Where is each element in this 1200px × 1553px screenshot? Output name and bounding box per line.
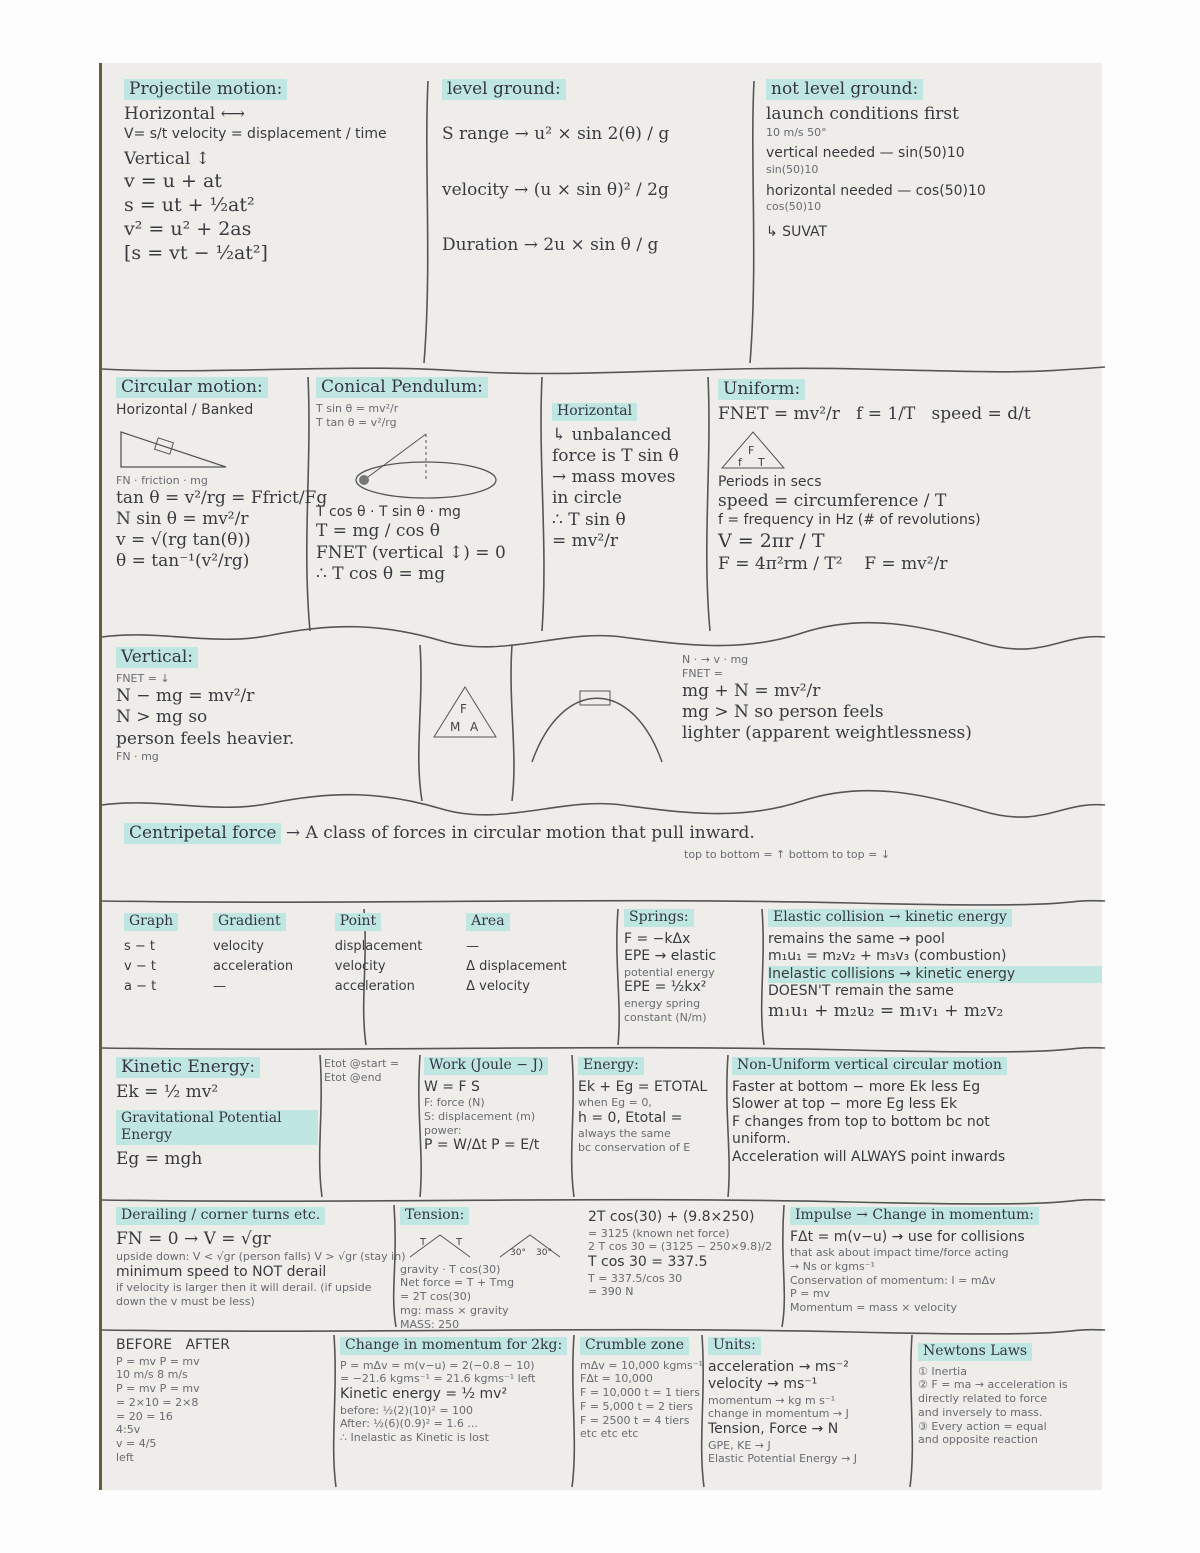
change-line-4: before: ½(2)(10)² = 100 xyxy=(340,1403,474,1417)
nonuniform-line-2: Slower at top − more Eg less Ek xyxy=(732,1096,958,1112)
energy-title: Energy: xyxy=(578,1057,644,1075)
graph-cell: v − t xyxy=(124,958,156,974)
vertical-fnet: FNET = ↓ xyxy=(116,672,170,686)
banked-track-sketch xyxy=(116,422,236,472)
launch-angle: 10 m/s 50° xyxy=(766,125,827,139)
springs-line-1: F = −kΔx xyxy=(624,930,691,947)
table-row xyxy=(116,937,606,957)
hill-v: → v xyxy=(700,653,720,666)
graph-cell: a − t xyxy=(124,979,157,994)
notes-sheet xyxy=(99,63,1102,1490)
derailing-title: Derailing / corner turns etc. xyxy=(116,1207,325,1225)
tension-tcos2: = 2T cos(30) xyxy=(400,1290,472,1303)
tension-net: Net force = T + Tmg xyxy=(400,1276,515,1290)
units-line-4: change in momentum → J xyxy=(708,1407,849,1421)
vertical-fn: FN xyxy=(116,749,131,763)
calc-line-3: 2 T cos 30 = (3125 − 250×9.8)/2 xyxy=(588,1240,773,1254)
range-formula: S range → u² × sin 2(θ) / g xyxy=(442,124,670,145)
units-line-1: acceleration → ms⁻² xyxy=(708,1358,849,1375)
tension-sketch xyxy=(400,1231,570,1261)
banked-eq-1: tan θ = v²/rg = Ffrict/Fg xyxy=(116,487,328,508)
impulse-line-3: → Ns or kgms⁻¹ xyxy=(790,1259,875,1273)
newtons-line-3: directly related to force xyxy=(918,1392,1048,1405)
table-row xyxy=(116,977,606,997)
change-line-1: P = mΔv = m(v−u) = 2(−0.8 − 10) xyxy=(340,1358,535,1372)
derailing-eq: FN = 0 → V = √gr xyxy=(116,1228,271,1249)
gradient-cell: — xyxy=(212,979,226,994)
work-line-3: S: displacement (m) xyxy=(424,1109,536,1123)
uniform-top-row xyxy=(718,404,1102,425)
springs-line-3: potential energy xyxy=(624,965,715,979)
springs-line-6: constant (N/m) xyxy=(624,1010,707,1024)
banked-eq-2: N sin θ = mv²/r xyxy=(116,508,249,529)
triangle-f: F xyxy=(748,443,755,457)
tension-section xyxy=(400,1207,580,1331)
impulse-line-5: P = mv xyxy=(790,1287,831,1301)
uniform-title: Uniform: xyxy=(718,379,805,400)
banked-eq-3: v = √(rg tan(θ)) xyxy=(116,530,251,550)
triangle-t: T xyxy=(758,455,765,469)
work-line-2: F: force (N) xyxy=(424,1096,485,1109)
springs-line-5: energy spring xyxy=(624,996,701,1010)
impulse-title: Impulse → Change in momentum: xyxy=(790,1207,1039,1225)
units-line-6: GPE, KE → J xyxy=(708,1438,771,1452)
crumble-title: Crumble zone xyxy=(580,1337,689,1355)
duration-formula: Duration → 2u × sin θ / g xyxy=(442,234,659,255)
conical-title: Conical Pendulum: xyxy=(316,377,488,398)
ftt-triangle xyxy=(718,428,788,472)
collision-line-2: m₁u₁ = m₂v₂ + m₃v₃ (combustion) xyxy=(768,948,1007,964)
horizontal-line-3: → mass moves xyxy=(552,467,676,487)
hill-n: N xyxy=(682,653,691,666)
work-line-5: P = W/Δt P = E/t xyxy=(424,1137,540,1154)
hill-fnet: FNET = xyxy=(682,666,723,680)
units-title: Units: xyxy=(708,1337,761,1355)
collision-line-5: m₁u₁ + m₂u₂ = m₁v₁ + m₂v₂ xyxy=(768,1000,1004,1021)
impulse-line-6: Momentum = mass × velocity xyxy=(790,1301,958,1314)
friction-text: friction xyxy=(141,473,180,487)
before-after-line-5: = 20 = 16 xyxy=(116,1409,173,1423)
fma-m: M xyxy=(450,720,461,734)
centripetal-note: top to bottom = ↑ bottom to top = ↓ xyxy=(684,848,891,862)
horizontal-line-5: ∴ T sin θ xyxy=(552,509,626,530)
hill-mg: mg xyxy=(730,653,749,666)
newtons-line-5: ③ Every action = equal xyxy=(918,1419,1047,1433)
before-after-line-4: = 2×10 = 2×8 xyxy=(116,1395,199,1409)
change-line-2: = −21.6 kgms⁻¹ = 21.6 kgms⁻¹ left xyxy=(340,1372,536,1386)
crumble-line-4: F = 5,000 t = 2 tiers xyxy=(580,1399,693,1413)
hill-section xyxy=(522,647,1102,799)
uniform-speed-circ: speed = circumference / T xyxy=(718,491,947,511)
before-after-line-2: 10 m/s 8 m/s xyxy=(116,1368,188,1382)
tension-mg: mg: mass × gravity xyxy=(400,1303,509,1317)
not-level-ground-section xyxy=(766,79,1102,367)
area-cell: Δ displacement xyxy=(466,958,567,974)
circular-title: Circular motion: xyxy=(116,377,268,398)
impulse-line-4: Conservation of momentum: I = mΔv xyxy=(790,1273,996,1287)
units-line-3: momentum → kg m s⁻¹ xyxy=(708,1393,836,1407)
centripetal-section xyxy=(124,823,1094,897)
not-level-title: not level ground: xyxy=(766,79,923,100)
calc-line-4: T cos 30 = 337.5 xyxy=(588,1254,708,1270)
kinetic-eq: Ek = ½ mv² xyxy=(116,1082,219,1103)
before-after-line-1: P = mv P = mv xyxy=(116,1354,200,1368)
horizontal-equation: V= s/t velocity = displacement / time xyxy=(124,125,387,142)
gradient-cell: acceleration xyxy=(212,958,294,974)
uniform-f: f = 1/T xyxy=(856,404,916,425)
before-after-section xyxy=(116,1337,330,1487)
etot-text: Etot @start = Etot @end xyxy=(324,1057,400,1084)
units-line-7: Elastic Potential Energy → J xyxy=(708,1452,858,1466)
newtons-section xyxy=(918,1343,1102,1487)
conical-tan: T tan θ = v²/rg xyxy=(316,416,397,429)
fn-text: FN xyxy=(116,473,131,487)
before-after-line-6: 4:5v xyxy=(116,1423,141,1437)
before-after-line-7: v = 4/5 xyxy=(116,1437,157,1450)
uniform-f-bottom xyxy=(718,554,1102,575)
derailing-note: if velocity is larger then it will derail. (if upside down the v must be less) xyxy=(116,1281,372,1308)
mg-label: mg xyxy=(438,503,461,520)
derailing-section xyxy=(116,1207,406,1327)
graph-cell: s − t xyxy=(124,938,156,954)
work-section xyxy=(424,1057,570,1197)
suvat-eq-1: v = u + at xyxy=(124,170,222,193)
horizontal-line-4: in circle xyxy=(552,488,622,509)
units-section xyxy=(708,1337,908,1487)
table-row xyxy=(116,957,606,977)
calc-line-2: = 3125 (known net force) xyxy=(588,1226,730,1240)
suvat-eq-3: v² = u² + 2as xyxy=(124,217,252,240)
horizontal-label: Horizontal ⟷ xyxy=(124,104,245,125)
tsin-text: T sin θ xyxy=(378,503,426,520)
horizontal-line-1: ↳ unbalanced xyxy=(552,424,672,445)
uniform-speed: speed = d/t xyxy=(931,404,1031,425)
horizontal-value-1: cos(50)10 xyxy=(915,182,986,199)
conical-pendulum-section xyxy=(316,377,538,631)
change-line-6: ∴ Inelastic as Kinetic is lost xyxy=(340,1431,489,1444)
newtons-line-2: ② F = ma → acceleration is xyxy=(918,1378,1068,1392)
calc-line-1: 2T cos(30) + (9.8×250) xyxy=(588,1209,755,1225)
nonuniform-line-3: F changes from top to bottom bc not xyxy=(732,1113,990,1130)
uniform-section xyxy=(718,379,1102,633)
vertical-label: Vertical ↕ xyxy=(124,149,210,169)
level-ground-section xyxy=(442,79,748,367)
impulse-line-2: that ask about impact time/force acting xyxy=(790,1246,1009,1259)
work-title: Work (Joule − J) xyxy=(424,1057,548,1075)
before-after-line-8: left xyxy=(116,1450,134,1464)
tension-angle-2: 30° xyxy=(536,1247,552,1258)
crumble-line-6: etc etc etc xyxy=(580,1427,639,1441)
conical-tcos: T cos θ · T sin θ · mg xyxy=(316,503,461,520)
graph-header-row xyxy=(116,911,606,937)
crumble-line-3: F = 10,000 t = 1 tiers xyxy=(580,1386,700,1399)
vertical-mg: mg xyxy=(141,749,159,763)
level-ground-title: level ground: xyxy=(442,79,566,100)
uniform-v: V = 2πr / T xyxy=(718,529,825,552)
centripetal-title: Centripetal force xyxy=(124,823,281,844)
uniform-frequency: f = frequency in Hz (# of revolutions) xyxy=(718,512,981,529)
suvat-eq-2: s = ut + ½at² xyxy=(124,194,255,216)
graph-table xyxy=(116,911,616,1045)
nonuniform-title: Non-Uniform vertical circular motion xyxy=(732,1057,1007,1075)
calc-line-6: = 390 N xyxy=(588,1285,634,1299)
gpe-title: Gravitational Potential Energy xyxy=(116,1110,318,1145)
tension-gravity-label: gravity xyxy=(400,1262,439,1276)
change-line-3: Kinetic energy = ½ mv² xyxy=(340,1386,508,1402)
nonuniform-line-1: Faster at bottom − more Ek less Eg xyxy=(732,1078,981,1095)
energy-line-1: Ek + Eg = ETOTAL xyxy=(578,1078,708,1095)
fma-triangle xyxy=(430,683,508,763)
change-section xyxy=(340,1337,570,1487)
calc-line-5: T = 337.5/cos 30 xyxy=(588,1271,683,1285)
projectile-title: Projectile motion: xyxy=(124,79,287,100)
energy-line-3: h = 0, Etotal = xyxy=(578,1109,683,1126)
uniform-periods: Periods in secs xyxy=(718,473,822,490)
before-after-line-3: P = mv P = mv xyxy=(116,1382,200,1395)
hill-eq: mg + N = mv²/r xyxy=(682,680,821,701)
gradient-cell: velocity xyxy=(212,938,264,954)
suvat-eq-4: [s = vt − ½at²] xyxy=(124,241,268,264)
derailing-min: minimum speed to NOT derail xyxy=(116,1263,327,1280)
horizontal-value-2: cos(50)10 xyxy=(766,200,822,213)
crumble-section xyxy=(580,1337,703,1487)
suvat-note: ↳ SUVAT xyxy=(766,223,828,240)
vertical-section xyxy=(116,647,416,799)
fma-triangle-icon xyxy=(430,683,500,743)
horizontal-line-6: = mv²/r xyxy=(552,530,619,551)
collision-title: Elastic collision → kinetic energy xyxy=(768,909,1012,927)
fma-f: F xyxy=(460,702,467,716)
vertical-value-2: sin(50)10 xyxy=(766,162,819,176)
point-header: Point xyxy=(335,913,381,931)
conical-t-equation: T = mg / cos θ xyxy=(316,521,441,542)
tension-mass: MASS: 250 xyxy=(400,1317,460,1331)
vertical-cmp: N > mg so xyxy=(116,707,208,728)
tension-t1: T xyxy=(420,1236,427,1248)
derailing-upside: upside down: V < √gr (person falls) V > √gr (stay in) xyxy=(116,1249,406,1263)
vertical-eq: N − mg = mv²/r xyxy=(116,686,255,706)
circular-subtitle: Horizontal / Banked xyxy=(116,402,254,419)
point-cell: displacement xyxy=(334,938,423,954)
fma-a: A xyxy=(470,720,479,734)
tension-gravity: gravity · T cos(30) xyxy=(400,1262,501,1276)
change-line-5: After: ½(6)(0.9)² = 1.6 ... xyxy=(340,1417,478,1431)
horizontal-section xyxy=(552,403,704,631)
vertical-title: Vertical: xyxy=(116,647,198,668)
nonuniform-section xyxy=(732,1057,1102,1197)
tension-calculation xyxy=(588,1209,778,1327)
graph-header: Graph xyxy=(124,913,178,931)
horizontal-needed-label: horizontal needed xyxy=(766,182,893,199)
vertical-needed-label: vertical needed xyxy=(766,145,876,162)
uniform-fnet: FNET = mv²/r xyxy=(718,404,840,425)
hill-cmp: mg > N so person feels xyxy=(682,701,884,722)
collision-line-1: remains the same → pool xyxy=(768,930,945,947)
horizontal-needed: horizontal needed — cos(50)10 xyxy=(766,182,986,199)
units-line-5: Tension, Force → N xyxy=(708,1421,839,1437)
horizontal-line-2: force is T sin θ xyxy=(552,445,679,466)
gpe-eq: Eg = mgh xyxy=(116,1148,203,1169)
tension-angle-1: 30° xyxy=(510,1247,526,1258)
vertical-value-1: sin(50)10 xyxy=(898,145,965,162)
springs-title: Springs: xyxy=(624,909,694,927)
impulse-section xyxy=(790,1207,1102,1327)
energy-line-4: always the same xyxy=(578,1127,671,1141)
units-line-2: velocity → ms⁻¹ xyxy=(708,1376,818,1392)
conical-pendulum-sketch xyxy=(316,432,516,502)
springs-line-2: EPE → elastic xyxy=(624,948,717,964)
hill-labels: N · → v · mg xyxy=(682,653,749,666)
fn-label: FN · friction · mg xyxy=(116,473,208,487)
impulse-line-1: FΔt = m(v−u) → use for collisions xyxy=(790,1228,1025,1245)
area-header: Area xyxy=(466,913,509,931)
newtons-line-4: and inversely to mass. xyxy=(918,1405,1043,1419)
conical-tsin: T sin θ = mv²/r xyxy=(316,402,399,416)
energy-line-5: bc conservation of E xyxy=(578,1141,691,1154)
point-cell: velocity xyxy=(334,958,386,974)
crumble-line-1: mΔv = 10,000 kgms⁻¹ xyxy=(580,1358,703,1372)
hill-note: lighter (apparent weightlessness) xyxy=(682,723,972,743)
kinetic-title: Kinetic Energy: xyxy=(116,1057,260,1078)
after-label: AFTER xyxy=(185,1337,230,1353)
conical-result: ∴ T cos θ = mg xyxy=(316,563,446,584)
hill-sketch xyxy=(522,657,672,767)
work-line-1: W = F S xyxy=(424,1078,480,1095)
nonuniform-line-5: Acceleration will ALWAYS point inwards xyxy=(732,1148,1006,1165)
horizontal-title: Horizontal xyxy=(552,403,637,421)
kinetic-section xyxy=(116,1057,318,1197)
collision-line-4: DOESN'T remain the same xyxy=(768,983,954,999)
springs-section xyxy=(624,909,760,1045)
etot-note xyxy=(324,1057,418,1197)
triangle-lower-f: f xyxy=(738,455,742,469)
newtons-title: Newtons Laws xyxy=(918,1343,1032,1361)
projectile-section xyxy=(124,79,424,367)
gradient-header: Gradient xyxy=(213,913,286,931)
area-cell: — xyxy=(466,938,480,954)
velocity-formula: velocity → (u × sin θ)² / 2g xyxy=(442,179,669,200)
newtons-line-6: and opposite reaction xyxy=(918,1433,1038,1447)
uniform-f-eq2: F = mv²/r xyxy=(864,553,948,574)
launch-conditions: launch conditions first xyxy=(766,104,959,125)
energy-section xyxy=(578,1057,724,1197)
before-label: BEFORE xyxy=(116,1337,173,1353)
crumble-line-2: FΔt = 10,000 xyxy=(580,1372,653,1386)
vertical-text: person feels heavier. xyxy=(116,728,295,749)
conical-fnet: FNET (vertical ↕) = 0 xyxy=(316,542,506,563)
collision-section xyxy=(768,909,1102,1045)
before-after-labels xyxy=(116,1337,330,1355)
energy-line-2: when Eg = 0, xyxy=(578,1096,652,1109)
tension-t2: T xyxy=(456,1236,463,1248)
work-line-4: power: xyxy=(424,1123,462,1137)
tension-tcos: T cos(30) xyxy=(449,1262,501,1276)
tension-title: Tension: xyxy=(400,1207,469,1225)
point-cell: acceleration xyxy=(334,979,415,994)
springs-line-4: EPE = ½kx² xyxy=(624,979,707,996)
area-cell: Δ velocity xyxy=(466,979,530,994)
mg-text: mg xyxy=(190,473,208,487)
hill-text xyxy=(682,653,1092,744)
collision-line-3: Inelastic collisions → kinetic energy xyxy=(768,966,1102,984)
tcos-text: T cos θ xyxy=(316,503,366,520)
graph-grid xyxy=(116,911,606,997)
circular-section xyxy=(116,377,328,631)
nonuniform-line-4: uniform. xyxy=(732,1131,791,1147)
banked-eq-4: θ = tan⁻¹(v²/rg) xyxy=(116,551,250,572)
vertical-needed: vertical needed — sin(50)10 xyxy=(766,145,965,162)
uniform-f-eq: F = 4π²rm / T² xyxy=(718,553,843,574)
newtons-line-1: ① Inertia xyxy=(918,1364,967,1378)
change-title: Change in momentum for 2kg: xyxy=(340,1337,567,1355)
crumble-line-5: F = 2500 t = 4 tiers xyxy=(580,1413,690,1427)
vertical-forces: FN · mg xyxy=(116,749,159,763)
centripetal-text: → A class of forces in circular motion that pull inward. xyxy=(285,823,755,843)
